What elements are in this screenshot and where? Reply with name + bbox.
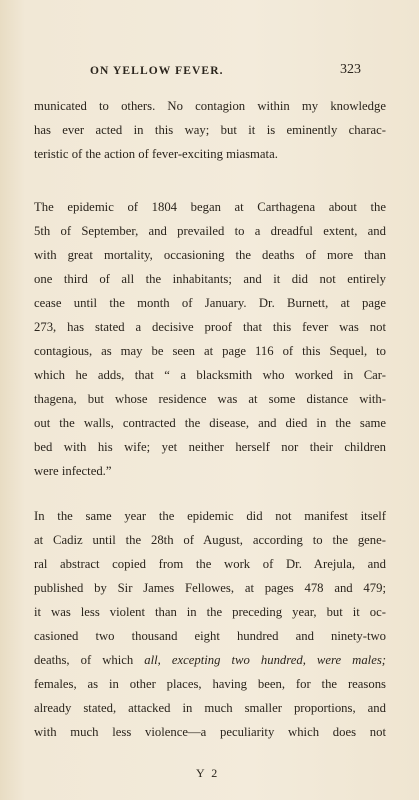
text-line: has ever acted in this way; but it is eminently charac- <box>34 123 386 137</box>
text-line: bed with his wife; yet neither herself nor their children <box>34 440 386 454</box>
text-line: already stated, attacked in much smaller proportions, and <box>34 701 386 715</box>
text-line: with much less violence—a peculiarity which does not <box>34 725 386 739</box>
text-line: 5th of September, and prevailed to a dreadful extent, and <box>34 224 386 238</box>
text-line: it was less violent than in the preceding year, but it oc- <box>34 605 386 619</box>
text-line: cease until the month of January. Dr. Burnett, at page <box>34 296 386 310</box>
signature-mark: Y 2 <box>196 766 220 780</box>
text-line: The epidemic of 1804 began at Carthagena about the <box>34 200 386 214</box>
running-head <box>0 62 419 82</box>
text-line: contagious, as may be seen at page 116 of this Sequel, to <box>34 344 386 358</box>
text-line: municated to others. No contagion within my knowledge <box>34 99 386 113</box>
text-line: published by Sir James Fellowes, at pages 478 and 479; <box>34 581 386 595</box>
paragraph-3 <box>34 504 386 744</box>
text-line: 273, has stated a decisive proof that this fever was not <box>34 320 386 334</box>
text-line: which he adds, that “ a blacksmith who worked in Car- <box>34 368 386 382</box>
text-line: at Cadiz until the 28th of August, according to the gene- <box>34 533 386 547</box>
paragraph-1 <box>34 94 386 166</box>
text-line: casioned two thousand eight hundred and ninety-two <box>34 629 386 643</box>
text-line: thagena, but whose residence was at some distance with- <box>34 392 386 406</box>
text-line: one third of all the inhabitants; and it did not entirely <box>34 272 386 286</box>
text-line: with great mortality, occasioning the deaths of more than <box>34 248 386 262</box>
text-line-with-italic <box>34 648 386 672</box>
italic-segment: all, excepting two hundred, were males; <box>144 653 386 667</box>
text-line: ral abstract copied from the work of Dr. Arejula, and <box>34 557 386 571</box>
text-line: In the same year the epidemic did not manifest itself <box>34 509 386 523</box>
paragraph-2 <box>34 195 386 483</box>
running-title: ON YELLOW FEVER. <box>90 65 224 77</box>
text-line: out the walls, contracted the disease, and died in the same <box>34 416 386 430</box>
page-number: 323 <box>340 62 361 77</box>
text-line: teristic of the action of fever-exciting miasmata. <box>34 147 278 161</box>
text-line: were infected.” <box>34 464 112 478</box>
text-segment: deaths, of which <box>34 653 145 667</box>
body-text <box>34 94 386 744</box>
text-line: females, as in other places, having been, for the reasons <box>34 677 386 691</box>
